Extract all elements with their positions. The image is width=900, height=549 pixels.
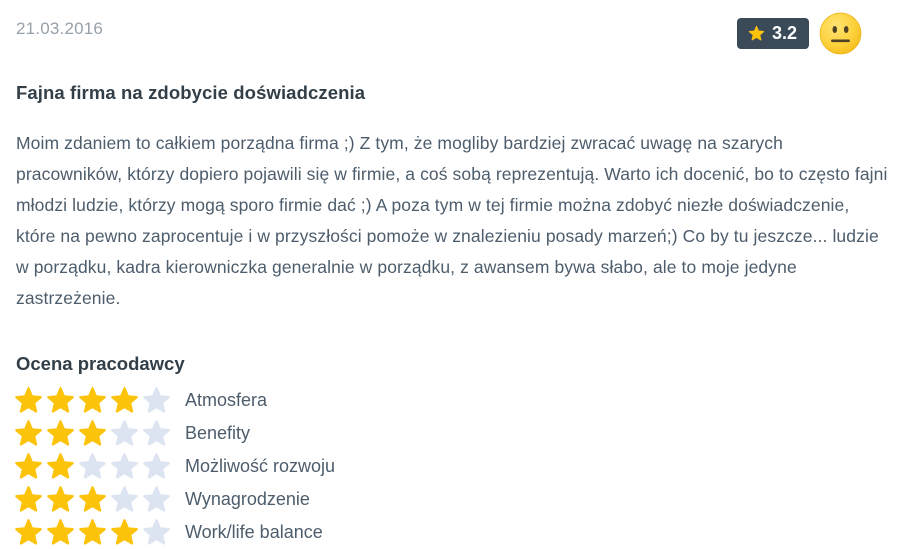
star-icon [110,419,139,448]
star-icon [748,25,765,42]
review-date: 21.03.2016 [16,19,104,38]
star-icon [142,485,171,514]
star-icon [142,386,171,415]
star-icon [142,452,171,481]
ratings-heading: Ocena pracodawcy [16,353,185,374]
star-icon [110,485,139,514]
rating-label: Wynagrodzenie [185,489,310,509]
rating-badge [737,18,809,49]
rating-label: Atmosfera [185,390,268,410]
rating-row [16,516,884,549]
review-title: Fajna firma na zdobycie doświadczenia [16,82,366,103]
review-body: Moim zdaniem to całkiem porządna firma ;) Z tym, że mogliby bardziej zwracać uwagę na szarych pracowników, którzy dopiero pojawili się w firmie, a coś sobą reprezentują. Warto ich docenić, bo to często fajni młodzi ludzie, którzy mogą sporo firmie dać ;) A poza tym w tej firmie można zdobyć niezłe doświadczenie, które na pewno zaprocentuje i w przyszłości pomoże w znalezieniu posady marzeń;) Co by tu jeszcze... ludzie w porządku, kadra kierowniczka generalnie w porządku, z awansem bywa słabo, ale to moje jedyne zastrzeżenie. [16,133,888,308]
star-icon [46,452,75,481]
review-score-area [737,12,862,55]
star-rating [14,419,171,448]
star-icon [14,386,43,415]
star-icon [14,452,43,481]
star-icon [110,386,139,415]
rating-list [16,384,884,549]
neutral-face-emoji [819,12,862,55]
star-icon [78,419,107,448]
star-icon [14,485,43,514]
star-icon [142,419,171,448]
rating-row [16,450,884,483]
rating-row [16,384,884,417]
rating-label: Możliwość rozwoju [185,456,336,476]
rating-row [16,483,884,516]
star-rating [14,485,171,514]
star-rating [14,386,171,415]
star-rating [14,452,171,481]
star-icon [46,386,75,415]
star-icon [78,452,107,481]
rating-value: 3.2 [771,23,797,43]
star-icon [110,452,139,481]
star-icon [78,485,107,514]
star-icon [46,419,75,448]
star-icon [46,485,75,514]
star-icon [78,386,107,415]
star-icon [14,419,43,448]
rating-label: Benefity [185,423,251,443]
rating-row [16,417,884,450]
review-header [16,16,884,55]
rating-label: Work/life balance [185,522,323,542]
